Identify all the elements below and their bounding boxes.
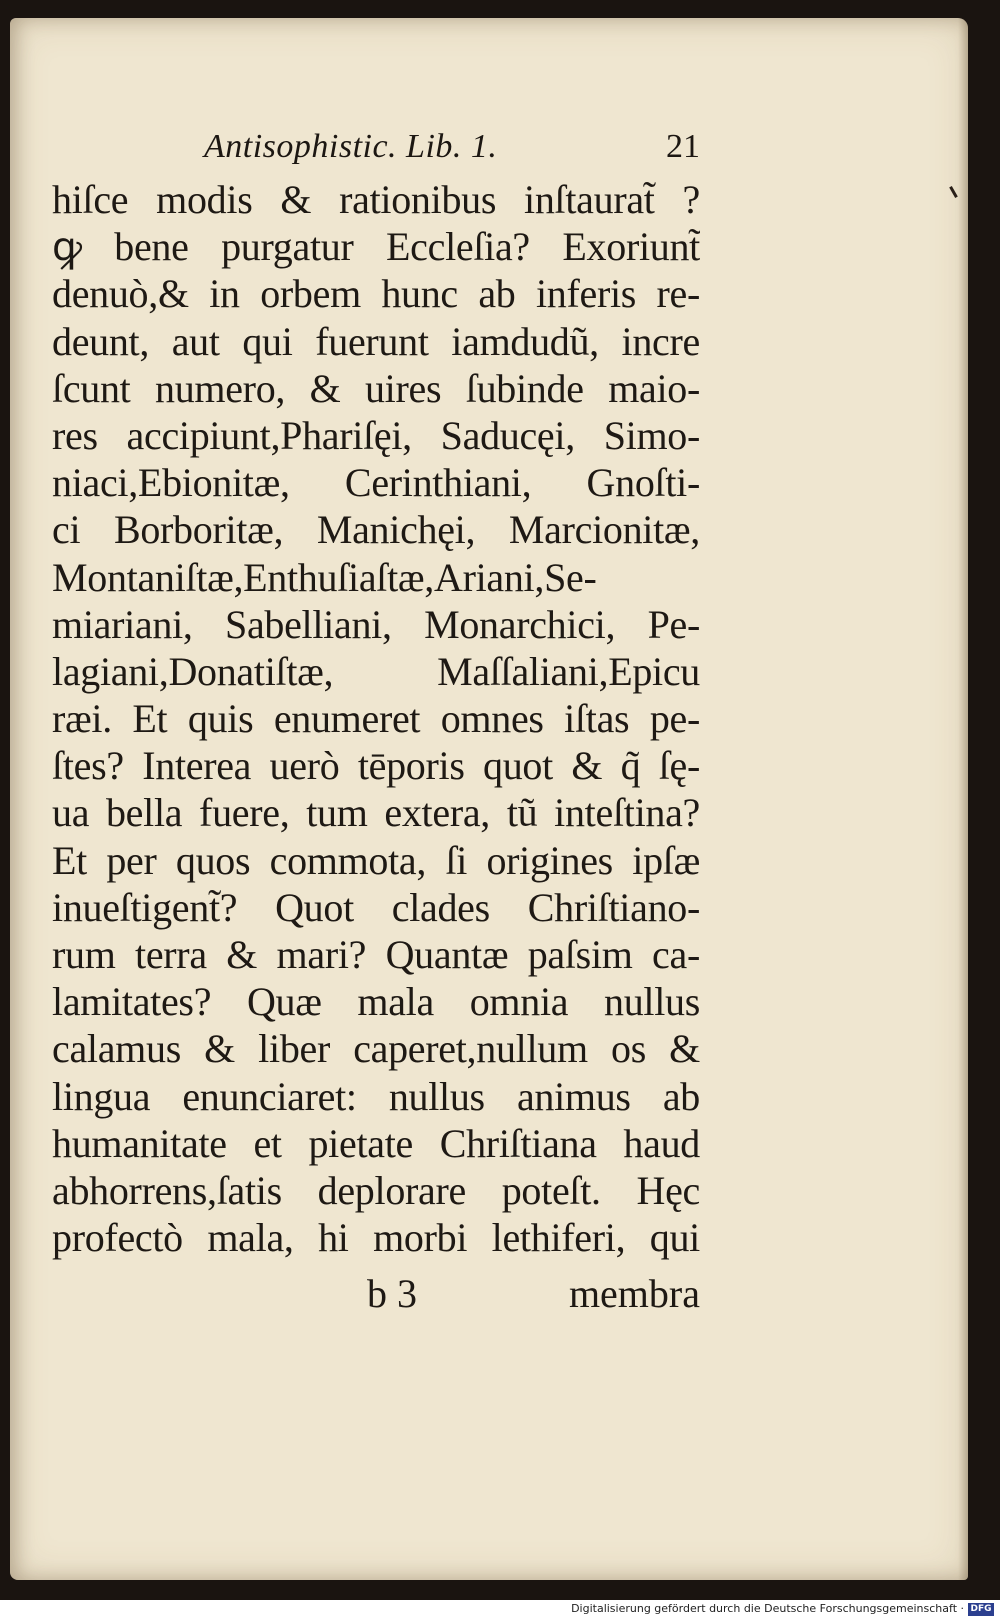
running-head: [190, 128, 700, 176]
text-line: ci Borboritæ, Manichęi, Marcionitæ,: [52, 507, 700, 553]
text-line: Montaniſtæ,Enthuſiaſtæ,Ariani,Se-: [52, 554, 597, 600]
page-edge-shadow: [958, 18, 968, 1580]
signature-mark: b 3: [367, 1271, 417, 1316]
text-line: inueſtigent̃? Quot clades Chriſtiano-: [52, 884, 700, 930]
page-number: 21: [666, 128, 700, 165]
dfg-logo: DFG: [968, 1603, 994, 1616]
catchword: membra: [568, 1271, 700, 1316]
text-line: rum terra & mari? Quantæ paſsim ca-: [52, 932, 700, 977]
text-line: calamus & liber caperet,nullum os &: [52, 1026, 700, 1072]
text-line: lamitates? Quæ mala omnia nullus: [52, 979, 700, 1025]
text-line: ræi. Et quis enumeret omnes iſtas pe-: [52, 696, 700, 742]
footer-credit: Digitalisierung gefördert durch die Deutsche Forschungsgemeinschaft ·: [571, 1602, 964, 1615]
footer-bar: [0, 1600, 1000, 1620]
text-line: deunt, aut qui fuerunt iamdudũ, incre: [52, 318, 700, 364]
text-line: ua bella fuere, tum extera, tũ inteſtina?: [52, 790, 700, 836]
text-line: lingua enunciaret: nullus animus ab: [52, 1073, 700, 1119]
running-title: Antisophistic. Lib. 1.: [204, 128, 498, 165]
text-line: ſcunt numero, & uires ſubinde maio-: [52, 365, 700, 411]
text-line: humanitate et pietate Chriſtiana haud: [52, 1120, 700, 1166]
signature-line: [52, 1270, 700, 1318]
text-line: niaci,Ebionitæ, Cerinthiani, Gnoſti-: [52, 460, 700, 506]
text-line: ſtes? Interea uerò tēporis quot & q̃ ſę-: [52, 743, 700, 789]
text-line: abhorrens,ſatis deplorare poteſt. Hęc: [52, 1167, 700, 1213]
text-line: hiſce modis & rationibus inſtaurat̃ ?: [52, 177, 700, 222]
text-line: denuò,& in orbem hunc ab inferis re-: [52, 271, 700, 317]
text-line: miariani, Sabelliani, Monarchici, Pe-: [52, 601, 700, 647]
text-line: profectò mala, hi morbi lethiferi, qui: [52, 1215, 700, 1261]
text-line: Et per quos commota, ſi origines ipſæ: [52, 837, 700, 883]
body-text: [52, 176, 700, 1261]
text-line: ꝙ bene purgatur Eccleſia? Exoriunt̃: [52, 224, 700, 270]
text-line: res accipiunt,Phariſęi, Saducęi, Simo-: [52, 412, 700, 458]
text-line: lagiani,Donatiſtæ, Maſſaliani,Epicu: [52, 648, 700, 694]
